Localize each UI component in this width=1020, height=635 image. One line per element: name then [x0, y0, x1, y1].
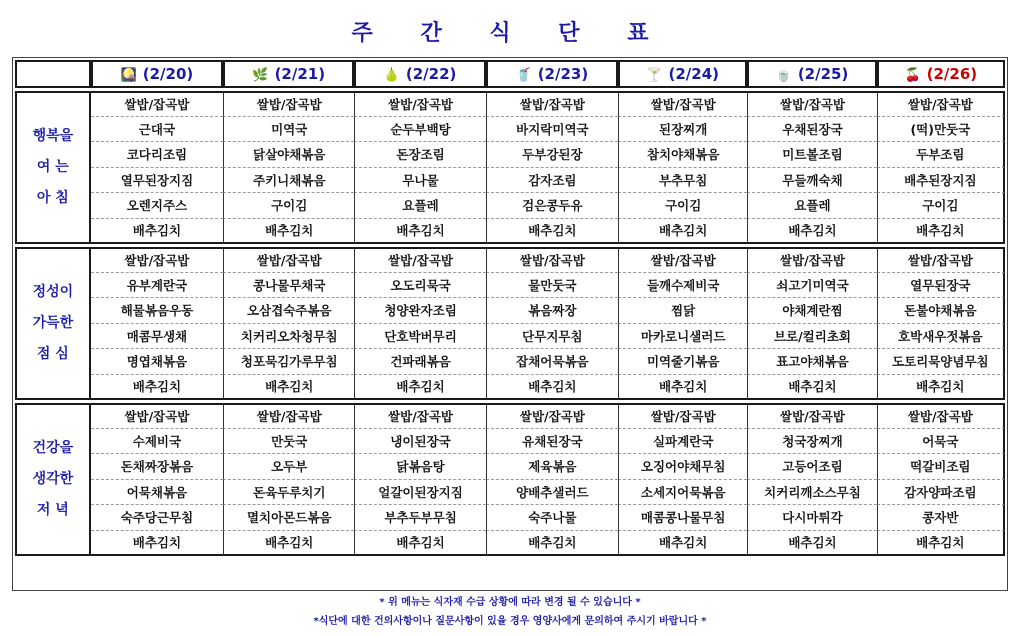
menu-item: 배추김치 — [877, 375, 1005, 401]
menu-item: 야채계란찜 — [747, 298, 876, 324]
menu-item: 제육볶음 — [486, 454, 618, 480]
menu-item: 쌀밥/잡곡밥 — [223, 91, 354, 117]
flower-icon: 🎑 — [120, 68, 137, 83]
menu-item: 배추김치 — [486, 375, 618, 401]
menu-item: 냉이된장국 — [354, 429, 485, 455]
menu-item: 들깨수제비국 — [618, 273, 747, 299]
menu-item: 오렌지주스 — [91, 193, 223, 219]
menu-item: 돈채짜장볶음 — [91, 454, 223, 480]
menu-item: 배추김치 — [747, 531, 876, 557]
menu-item: 표고야채볶음 — [747, 349, 876, 375]
menu-item: 우채된장국 — [747, 117, 876, 143]
menu-item: 양배추샐러드 — [486, 480, 618, 506]
day-date: (2/20) — [142, 65, 194, 83]
page-title: 주 간 식 단 표 — [351, 21, 669, 46]
meal-row — [15, 142, 1005, 168]
menu-item: 단호박버무리 — [354, 324, 485, 350]
menu-item: 배추된장지짐 — [877, 168, 1005, 194]
meal-row — [15, 168, 1005, 194]
meal-row — [15, 480, 1005, 506]
menu-item: 얼갈이된장지짐 — [354, 480, 485, 506]
menu-item: 쌀밥/잡곡밥 — [354, 403, 485, 429]
day-date: (2/24) — [668, 65, 720, 83]
menu-item: 돈불야채볶음 — [877, 298, 1005, 324]
menu-item: 오두부 — [223, 454, 354, 480]
menu-item: 배추김치 — [486, 219, 618, 245]
menu-item: 구이김 — [223, 193, 354, 219]
menu-item: 배추김치 — [354, 531, 485, 557]
menu-item: 배추김치 — [223, 219, 354, 245]
fruit-icon: 🍐 — [383, 68, 400, 83]
meal-row — [15, 117, 1005, 143]
meal-row — [15, 298, 1005, 324]
menu-item: 두부강된장 — [486, 142, 618, 168]
cherry-icon: 🍒 — [904, 68, 921, 83]
meal-label-2 — [15, 247, 91, 400]
menu-item: 무나물 — [354, 168, 485, 194]
menu-item: 마카로니샐러드 — [618, 324, 747, 350]
menu-item: 치커리오차청무침 — [223, 324, 354, 350]
menu-item: 수제비국 — [91, 429, 223, 455]
meal-row — [15, 531, 1005, 557]
menu-item: 참치야채볶음 — [618, 142, 747, 168]
menu-item: 검은콩두유 — [486, 193, 618, 219]
day-header-6 — [747, 60, 876, 88]
menu-item: 쌀밥/잡곡밥 — [223, 247, 354, 273]
meal-label-line: 아 침 — [36, 190, 69, 206]
menu-item: 콩나물무채국 — [223, 273, 354, 299]
menu-item: 어묵채볶음 — [91, 480, 223, 506]
menu-item: 해물볶음우동 — [91, 298, 223, 324]
menu-item: 구이김 — [877, 193, 1005, 219]
menu-item: 닭볶음탕 — [354, 454, 485, 480]
menu-item: 콩자반 — [877, 505, 1005, 531]
meal-row — [15, 349, 1005, 375]
header-row — [15, 60, 1005, 88]
menu-item: 요플레 — [747, 193, 876, 219]
cup-icon: 🥤 — [515, 68, 532, 83]
meal-row — [15, 403, 1005, 429]
meal-row — [15, 429, 1005, 455]
menu-item: 매콤무생채 — [91, 324, 223, 350]
leaf-icon: 🌿 — [252, 68, 269, 83]
contact-notice: *식단에 대한 건의사항이나 질문사항이 있을 경우 영양사에게 문의하여 주시기 바랍니다 * — [313, 616, 707, 627]
menu-item: 배추김치 — [354, 375, 485, 401]
menu-item: 무들깨숙채 — [747, 168, 876, 194]
menu-item: 호박새우젓볶음 — [877, 324, 1005, 350]
menu-item: 숙주나물 — [486, 505, 618, 531]
meal-row — [15, 193, 1005, 219]
menu-item: 오도리묵국 — [354, 273, 485, 299]
meal-label-line: 생각한 — [32, 471, 74, 487]
menu-item: 청국장찌개 — [747, 429, 876, 455]
menu-item: 건파래볶음 — [354, 349, 485, 375]
menu-item: 다시마튀각 — [747, 505, 876, 531]
menu-item: 쌀밥/잡곡밥 — [618, 403, 747, 429]
menu-item: 배추김치 — [223, 531, 354, 557]
meal-label-line: 여 는 — [36, 159, 69, 175]
meal-label-line: 정성이 — [32, 284, 74, 300]
menu-item: 물만둣국 — [486, 273, 618, 299]
day-date: (2/25) — [797, 65, 849, 83]
menu-item: 미역줄기볶음 — [618, 349, 747, 375]
meal-row — [15, 91, 1005, 117]
menu-item: 쌀밥/잡곡밥 — [354, 91, 485, 117]
meal-row — [15, 219, 1005, 245]
menu-item: 쇠고기미역국 — [747, 273, 876, 299]
menu-item: 두부조림 — [877, 142, 1005, 168]
meal-row — [15, 375, 1005, 401]
menu-item: 부추무침 — [618, 168, 747, 194]
menu-item: 쌀밥/잡곡밥 — [223, 403, 354, 429]
menu-item: 배추김치 — [618, 219, 747, 245]
menu-item: 배추김치 — [91, 375, 223, 401]
menu-item: 소세지어묵볶음 — [618, 480, 747, 506]
menu-item: 된장찌개 — [618, 117, 747, 143]
meal-label-3 — [15, 403, 91, 556]
day-date: (2/21) — [274, 65, 326, 83]
menu-item: 돈육두루치기 — [223, 480, 354, 506]
menu-item: 돈장조림 — [354, 142, 485, 168]
menu-item: 오삼겹숙주볶음 — [223, 298, 354, 324]
meal-label-line: 점 심 — [36, 346, 69, 362]
day-header-7 — [877, 60, 1005, 88]
menu-item: 열무된장국 — [877, 273, 1005, 299]
menu-item: 청양완자조림 — [354, 298, 485, 324]
menu-item: 쌀밥/잡곡밥 — [91, 91, 223, 117]
menu-item: 쌀밥/잡곡밥 — [877, 91, 1005, 117]
menu-item: 유부계란국 — [91, 273, 223, 299]
menu-item: 배추김치 — [223, 375, 354, 401]
menu-item: 매콤콩나물무침 — [618, 505, 747, 531]
day-header-1 — [91, 60, 223, 88]
menu-item: 단무지무침 — [486, 324, 618, 350]
meal-row — [15, 247, 1005, 273]
menu-item: 배추김치 — [91, 531, 223, 557]
day-header-2 — [223, 60, 354, 88]
meal-row — [15, 454, 1005, 480]
meal-row — [15, 273, 1005, 299]
menu-item: 쌀밥/잡곡밥 — [486, 91, 618, 117]
change-notice: * 위 메뉴는 식자재 수급 상황에 따라 변경 될 수 있습니다 * — [379, 597, 641, 608]
day-header-3 — [354, 60, 485, 88]
menu-item: 주키니채볶음 — [223, 168, 354, 194]
meal-label-1 — [15, 91, 91, 244]
menu-item: 쌀밥/잡곡밥 — [91, 403, 223, 429]
teacup-icon: 🍵 — [775, 68, 792, 83]
menu-item: 배추김치 — [618, 375, 747, 401]
menu-item: 배추김치 — [877, 219, 1005, 245]
menu-item: 어묵국 — [877, 429, 1005, 455]
menu-item: 멸치아몬드볶음 — [223, 505, 354, 531]
menu-item: 부추두부무침 — [354, 505, 485, 531]
meal-label-line: 건강을 — [32, 440, 74, 456]
menu-item: 오징어야채무침 — [618, 454, 747, 480]
menu-item: 쌀밥/잡곡밥 — [91, 247, 223, 273]
menu-item: 쌀밥/잡곡밥 — [747, 91, 876, 117]
menu-item: 쌀밥/잡곡밥 — [877, 247, 1005, 273]
meal-label-line: 가득한 — [32, 315, 74, 331]
menu-item: 떡갈비조림 — [877, 454, 1005, 480]
menu-item: 배추김치 — [91, 219, 223, 245]
menu-item: 바지락미역국 — [486, 117, 618, 143]
menu-item: 배추김치 — [747, 219, 876, 245]
menu-item: 유채된장국 — [486, 429, 618, 455]
menu-item: 감자조림 — [486, 168, 618, 194]
menu-item: 쌀밥/잡곡밥 — [618, 247, 747, 273]
menu-item: 쌀밥/잡곡밥 — [618, 91, 747, 117]
menu-item: 배추김치 — [877, 531, 1005, 557]
menu-item: 찜닭 — [618, 298, 747, 324]
meal-row — [15, 324, 1005, 350]
menu-item: 잡채어묵볶음 — [486, 349, 618, 375]
corner-cell — [15, 60, 91, 88]
day-date: (2/23) — [537, 65, 589, 83]
menu-item: 미트볼조림 — [747, 142, 876, 168]
menu-item: 숙주당근무침 — [91, 505, 223, 531]
menu-item: 열무된장지짐 — [91, 168, 223, 194]
menu-item: 닭살야채볶음 — [223, 142, 354, 168]
menu-item: 브로/컬리초회 — [747, 324, 876, 350]
menu-item: 순두부백탕 — [354, 117, 485, 143]
menu-item: 청포묵김가루무침 — [223, 349, 354, 375]
menu-item: 배추김치 — [354, 219, 485, 245]
menu-item: 쌀밥/잡곡밥 — [486, 403, 618, 429]
menu-item: 볶음짜장 — [486, 298, 618, 324]
menu-item: 고등어조림 — [747, 454, 876, 480]
menu-item: 쌀밥/잡곡밥 — [354, 247, 485, 273]
menu-item: 구이김 — [618, 193, 747, 219]
day-header-4 — [486, 60, 618, 88]
menu-item: 실파계란국 — [618, 429, 747, 455]
menu-item: 쌀밥/잡곡밥 — [747, 403, 876, 429]
menu-item: 명엽채볶음 — [91, 349, 223, 375]
menu-item: 코다리조림 — [91, 142, 223, 168]
menu-item: 쌀밥/잡곡밥 — [877, 403, 1005, 429]
menu-item: (떡)만둣국 — [877, 117, 1005, 143]
menu-item: 요플레 — [354, 193, 485, 219]
menu-item: 근대국 — [91, 117, 223, 143]
weekly-menu-table — [15, 60, 1005, 556]
menu-item: 배추김치 — [618, 531, 747, 557]
menu-item: 쌀밥/잡곡밥 — [486, 247, 618, 273]
menu-item: 미역국 — [223, 117, 354, 143]
day-date: (2/22) — [405, 65, 457, 83]
menu-item: 쌀밥/잡곡밥 — [747, 247, 876, 273]
menu-item: 만둣국 — [223, 429, 354, 455]
menu-item: 배추김치 — [486, 531, 618, 557]
menu-item: 도토리묵양념무침 — [877, 349, 1005, 375]
menu-item: 치커리깨소스무침 — [747, 480, 876, 506]
day-header-5 — [618, 60, 747, 88]
meal-label-line: 행복을 — [32, 128, 74, 144]
glass-icon: 🍸 — [646, 68, 663, 83]
meal-label-line: 저 녁 — [36, 502, 69, 518]
day-date: (2/26) — [926, 65, 978, 83]
meal-row — [15, 505, 1005, 531]
menu-item: 감자양파조림 — [877, 480, 1005, 506]
menu-item: 배추김치 — [747, 375, 876, 401]
